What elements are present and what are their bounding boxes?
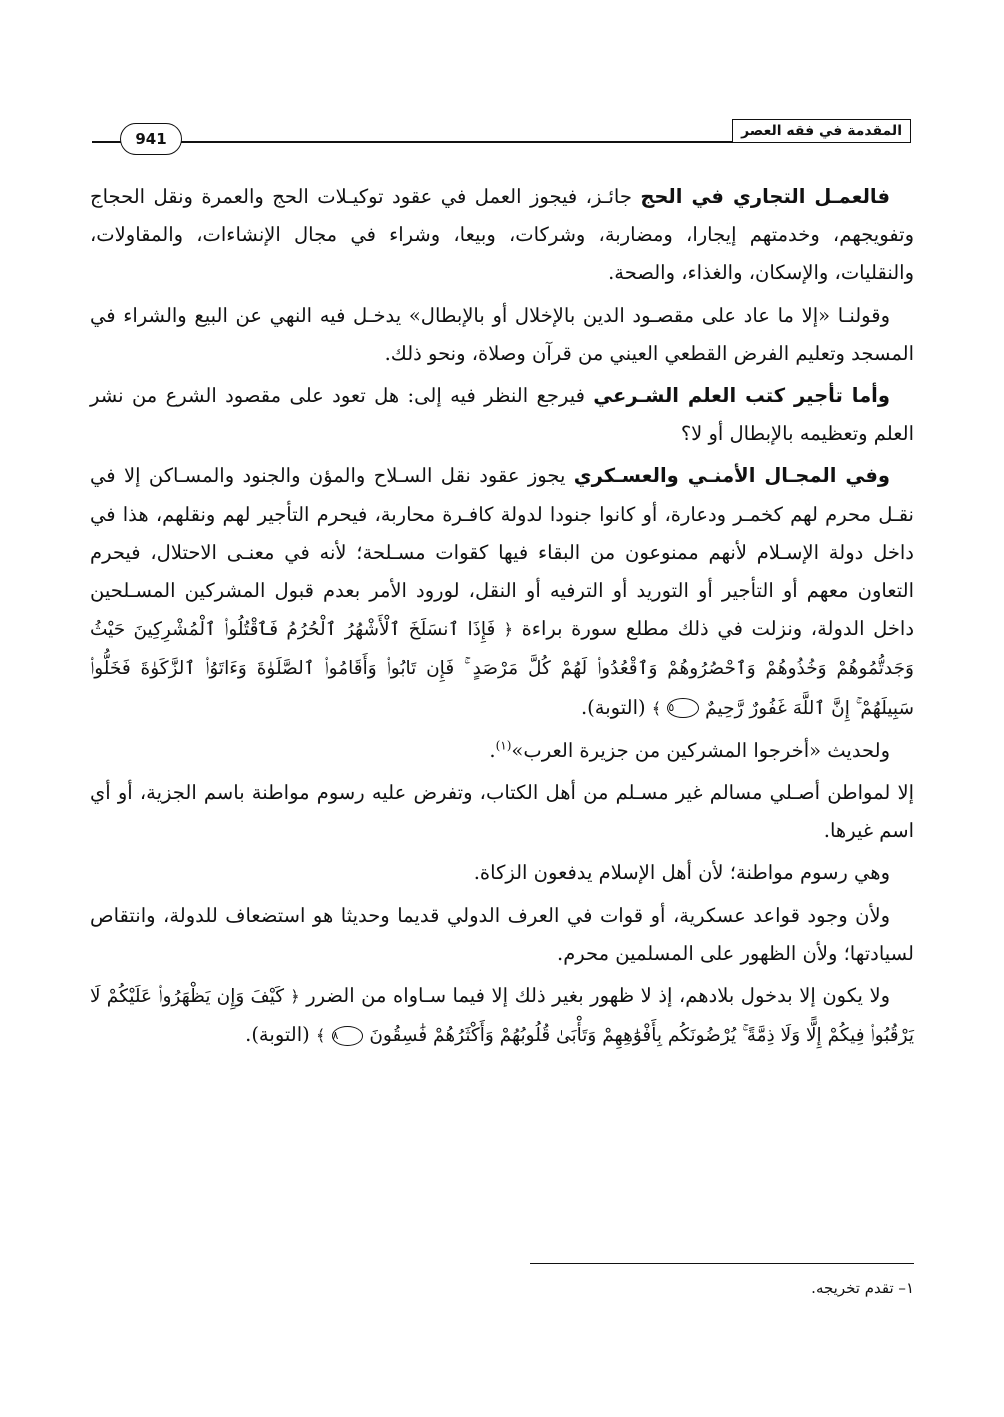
surah-reference: (التوبة). — [580, 695, 652, 719]
paragraph-end: . — [489, 738, 496, 762]
paragraph-commercial-hajj — [90, 178, 914, 293]
footnote-number: ١ — [905, 1279, 914, 1297]
surah-reference: (التوبة). — [245, 1023, 316, 1047]
paragraph-native-citizen — [90, 774, 914, 850]
keyword-security-military: وفي المجـال الأمنـي والعسـكري — [573, 464, 891, 488]
paragraph-text: جائـز، فيجوز العمل في عقود توكيـلات الحج والعمرة ونقل الحجاج وتفويجهم، وخدمتهم إيجارا، ومضاربة، وشركات، وبيعا، وشراء في مجال الإنشاءات، والمقاولات، والنقليات، والإسكان، والغذاء، والصحة. — [90, 185, 914, 285]
running-title: المقدمة في فقه العصر — [732, 119, 911, 142]
ayah-number: ٨ — [332, 1026, 364, 1046]
paragraph-exception-clause — [90, 297, 914, 373]
paragraph-text: إلا لمواطن أصـلي مسالم غير مسـلم من أهل الكتاب، وتفرض عليه رسوم مواطنة باسم الجزية، أو أي اسم غيرها. — [90, 781, 914, 843]
paragraph-hadith — [90, 732, 914, 770]
footnote-reference[interactable]: (١) — [495, 738, 512, 753]
paragraph-text: يجوز عقود نقل السـلاح والمؤن والجنود والمسـاكن إلا في نقـل محرم لهم كخمـر ودعارة، أو كانوا جنودا لدولة كافـرة محاربة، فيحرم التأجير لهم ونقلهم، هذا في داخل دولة الإسـلام لأنهم ممنوعون من البقاء فيها كقوات مسـلحة؛ لأنه في معنـى الاحتلال، فيحرم التعاون معهم أو التأجير أو التوريد أو الترفيه أو النقل، لورود الأمر بعدم قبول المشركين المسـلحين داخل الدولة، ونزلت في ذلك مطلع سورة براءة — [90, 464, 914, 641]
paragraph-text: ولأن وجود قواعد عسكرية، أو قوات في العرف الدولي قديما وحديثا هو استضعاف للدولة، وانتقاص لسيادتها؛ ولأن الظهور على المسلمين محرم. — [90, 903, 914, 965]
paragraph-text: وقولنـا «إلا ما عاد على مقصـود الدين بالإخلال أو بالإبطال» يدخـل فيه النهي عن البيع والشراء في المسجد وتعليم الفرض القطعي العيني من قرآن وصلاة، ونحو ذلك. — [90, 303, 914, 365]
paragraph-entering-lands — [90, 977, 914, 1055]
paragraph-security-military — [90, 457, 914, 727]
page-header — [92, 116, 911, 152]
ayah-number: ٥ — [667, 698, 699, 718]
footnote-separator — [530, 1263, 914, 1264]
paragraph-military-bases — [90, 897, 914, 973]
paragraph-text: فيرجع النظر فيه إلى: هل تعود على مقصود الشرع من نشر العلم وتعظيمه بالإبطال أو لا؟ — [90, 384, 914, 446]
keyword-religious-books: وأما تأجير كتب العلم الشـرعي — [593, 384, 890, 408]
footnote — [530, 1277, 914, 1299]
quran-close-bracket: ﴾ — [651, 698, 662, 718]
quran-close-bracket: ﴾ — [315, 1026, 326, 1046]
quran-verse: فَإِذَا ٱنسَلَخَ ٱلْأَشْهُرُ ٱلْحُرُمُ فَٱقْتُلُوا۟ ٱلْمُشْرِكِينَ حَيْثُ وَجَدتُّمُوهُمْ وَخُذُوهُمْ وَٱحْصُرُوهُمْ وَٱقْعُدُوا۟ لَهُمْ كُلَّ مَرْصَدٍ ۚ فَإِن تَابُوا۟ وَأَقَامُوا۟ ٱلصَّلَوٰةَ وَءَاتَوُا۟ ٱلزَّكَوٰةَ فَخَلُّوا۟ سَبِيلَهُمْ ۚ إِنَّ ٱللَّهَ غَفُورٌ رَّحِيمٌ — [90, 619, 914, 719]
main-text — [90, 178, 914, 1059]
paragraph-text: ولا يكون إلا بدخول بلادهم، إذ لا ظهور بغير ذلك إلا فيما سـاواه من الضرر — [299, 984, 890, 1008]
paragraph-religious-books — [90, 377, 914, 453]
paragraph-citizenship-fees — [90, 854, 914, 892]
quran-verse: كَيْفَ وَإِن يَظْهَرُوا۟ عَلَيْكُمْ لَا يَرْقُبُوا۟ فِيكُمْ إِلًّا وَلَا ذِمَّةً ۚ يُرْضُونَكُم بِأَفْوَٰهِهِمْ وَتَأْبَىٰ قُلُوبُهُمْ وَأَكْثَرُهُمْ فَٰسِقُونَ — [90, 986, 914, 1047]
paragraph-text: وهي رسوم مواطنة؛ لأن أهل الإسلام يدفعون الزكاة. — [473, 861, 890, 885]
quran-open-bracket: ﴿ — [290, 987, 300, 1007]
quran-open-bracket: ﴿ — [503, 620, 513, 640]
page-number: 941 — [120, 123, 182, 155]
keyword-commercial-hajj: فالعمـل التجاري في الحج — [640, 185, 890, 208]
footnote-text: – تقدم تخريجه. — [811, 1279, 906, 1297]
paragraph-text: ولحديث «أخرجوا المشركين من جزيرة العرب» — [511, 738, 890, 762]
